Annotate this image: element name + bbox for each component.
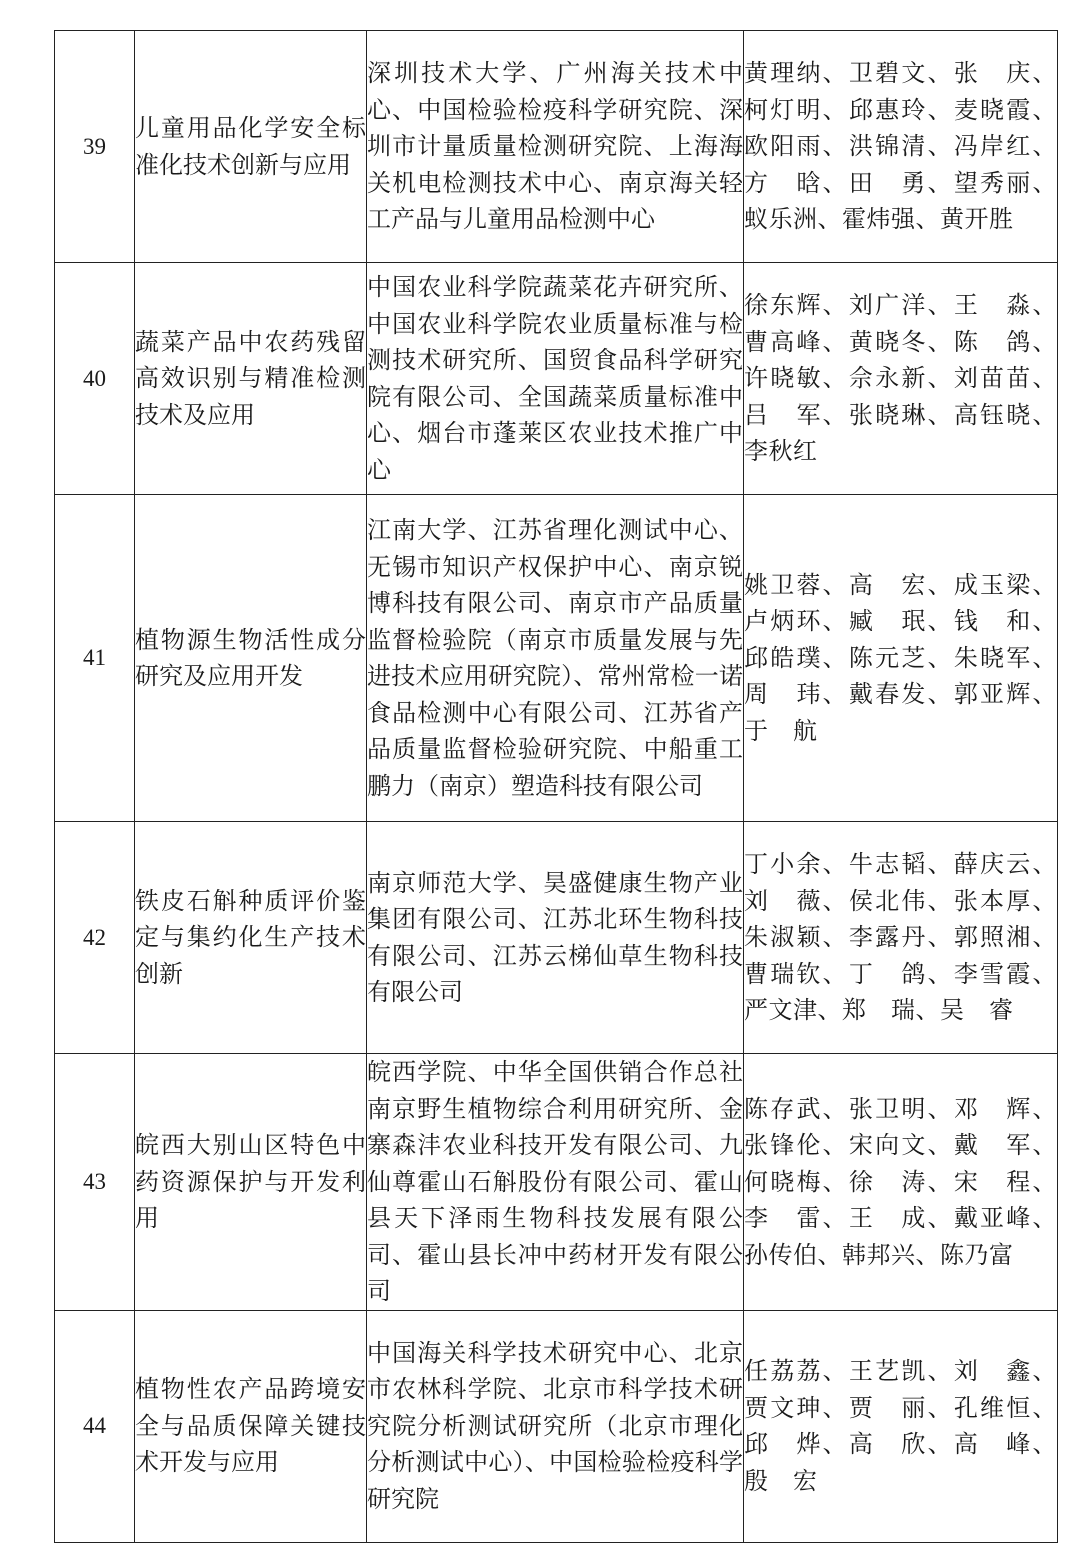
people: 丁小余、牛志韬、薛庆云、刘 薇、侯北伟、张本厚、朱淑颖、李露丹、郭照湘、曹瑞钦、丁 鸽、李雪霞、严文津、郑 瑞、吴 睿 <box>744 850 1057 1025</box>
project-name-cell <box>135 1310 367 1542</box>
people: 姚卫蓉、高 宏、成玉梁、卢炳环、臧 珉、钱 和、邱皓璞、陈元芝、朱晓军、周 玮、戴春发、郭亚辉、于 航 <box>744 570 1057 745</box>
people: 陈存武、张卫明、邓 辉、张锋伦、宋向文、戴 军、何晓梅、徐 涛、宋 程、李 雷、王 成、戴亚峰、孙传伯、韩邦兴、陈乃富 <box>744 1094 1057 1269</box>
project-name-cell <box>135 1054 367 1311</box>
organizations: 皖西学院、中华全国供销合作总社南京野生植物综合利用研究所、金寨森沣农业科技开发有限公司、九仙尊霍山石斛股份有限公司、霍山县天下泽雨生物科技发展有限公司、霍山县长冲中药材开发有限公司 <box>367 1058 743 1305</box>
organizations-cell <box>367 1054 744 1311</box>
row-number: 39 <box>55 31 135 263</box>
project-name-cell <box>135 263 367 495</box>
row-number: 41 <box>55 495 135 822</box>
project-name-cell <box>135 495 367 822</box>
organizations: 中国海关科学技术研究中心、北京市农林科学院、北京市科学技术研究院分析测试研究所（北京市理化分析测试中心）、中国检验检疫科学研究院 <box>367 1338 743 1513</box>
table-row <box>55 495 1058 822</box>
organizations-cell <box>367 822 744 1054</box>
project-name: 蔬菜产品中农药残留高效识别与精准检测技术及应用 <box>135 327 366 429</box>
awards-table-body <box>55 31 1058 1543</box>
people: 黄理纳、卫碧文、张 庆、柯灯明、邱惠玲、麦晓霞、欧阳雨、洪锦清、冯岸红、方 晗、田 勇、望秀丽、蚁乐洲、霍炜强、黄开胜 <box>744 59 1057 234</box>
people-cell <box>744 31 1058 263</box>
project-name: 儿童用品化学安全标准化技术创新与应用 <box>135 114 366 179</box>
row-number: 42 <box>55 822 135 1054</box>
table-row <box>55 1310 1058 1542</box>
table-row <box>55 1054 1058 1311</box>
people-cell <box>744 822 1058 1054</box>
organizations-cell <box>367 263 744 495</box>
table-row <box>55 822 1058 1054</box>
organizations-cell <box>367 1310 744 1542</box>
people-cell <box>744 263 1058 495</box>
awards-table <box>54 30 1058 1543</box>
organizations: 南京师范大学、昊盛健康生物产业集团有限公司、江苏北环生物科技有限公司、江苏云梯仙草生物科技有限公司 <box>367 868 743 1006</box>
table-row <box>55 263 1058 495</box>
people: 任荔荔、王艺凯、刘 鑫、贾文珅、贾 丽、孔维恒、邱 烨、高 欣、高 峰、殷 宏 <box>744 1357 1057 1495</box>
project-name: 植物性农产品跨境安全与品质保障关键技术开发与应用 <box>135 1375 366 1477</box>
table-row <box>55 31 1058 263</box>
project-name: 铁皮石斛种质评价鉴定与集约化生产技术创新 <box>135 886 366 988</box>
people: 徐东辉、刘广洋、王 淼、曹高峰、黄晓冬、陈 鸽、许晓敏、佘永新、刘苗苗、吕 军、张晓琳、高钰晓、李秋红 <box>744 291 1057 466</box>
people-cell <box>744 1310 1058 1542</box>
organizations: 深圳技术大学、广州海关技术中心、中国检验检疫科学研究院、深圳市计量质量检测研究院、上海海关机电检测技术中心、南京海关轻工产品与儿童用品检测中心 <box>367 59 743 234</box>
project-name: 皖西大别山区特色中药资源保护与开发利用 <box>135 1131 366 1232</box>
project-name-cell <box>135 822 367 1054</box>
people-cell <box>744 495 1058 822</box>
organizations: 中国农业科学院蔬菜花卉研究所、中国农业科学院农业质量标准与检测技术研究所、国贸食品科学研究院有限公司、全国蔬菜质量标准中心、烟台市蓬莱区农业技术推广中心 <box>367 273 743 484</box>
row-number: 44 <box>55 1310 135 1542</box>
people-cell <box>744 1054 1058 1311</box>
row-number: 43 <box>55 1054 135 1311</box>
organizations-cell <box>367 31 744 263</box>
organizations: 江南大学、江苏省理化测试中心、无锡市知识产权保护中心、南京锐博科技有限公司、南京市产品质量监督检验院（南京市质量发展与先进技术应用研究院）、常州常检一诺食品检测中心有限公司、江苏省产品质量监督检验研究院、中船重工鹏力（南京）塑造科技有限公司 <box>367 516 743 800</box>
row-number: 40 <box>55 263 135 495</box>
organizations-cell <box>367 495 744 822</box>
project-name-cell <box>135 31 367 263</box>
project-name: 植物源生物活性成分研究及应用开发 <box>135 625 366 690</box>
